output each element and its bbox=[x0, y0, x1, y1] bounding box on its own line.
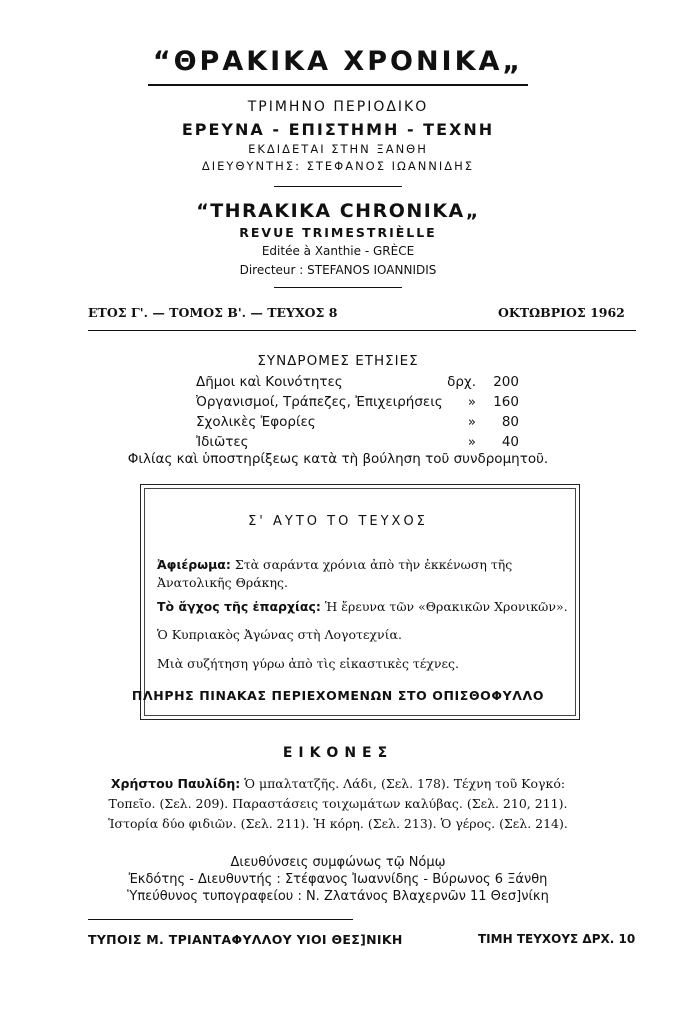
issue-volume-info: ΕΤΟΣ Γ'. — ΤΟΜΟΣ Β'. — ΤΕΥΧΟΣ 8 bbox=[88, 305, 338, 320]
subscription-label: Ἰδιῶτες bbox=[196, 434, 249, 450]
printer-name: ΤΥΠΟΙΣ Μ. ΤΡΙΑΝΤΑΦΥΛΛΟΥ ΥΙΟΙ ΘΕΣ]ΝΙΚΗ bbox=[88, 932, 403, 947]
subscription-amount: 40 bbox=[501, 434, 519, 450]
subtitle-director: ΔΙΕΥΘΥΝΤΗΣ: ΣΤΕΦΑΝΟΣ ΙΩΑΝΝΙΔΗΣ bbox=[201, 159, 475, 173]
subscription-label: Δῆμοι καὶ Κοινότητες bbox=[196, 374, 343, 390]
legal-addresses-heading: Διευθύνσεις συμφώνως τῷ Νόμῳ bbox=[230, 855, 446, 870]
contents-entry-text: Στὰ σαράντα χρόνια ἀπὸ τὴν ἐκκένωση τῆς Ἀνατολικῆς Θράκης. bbox=[157, 557, 513, 590]
subscription-currency: » bbox=[467, 414, 476, 430]
images-title: ΕΙΚΟΝΕΣ bbox=[282, 745, 394, 761]
journal-title-greek: “ΘΡΑΚΙΚΑ ΧΡΟΝΙΚΑ„ bbox=[152, 46, 524, 77]
subtitle-quarterly: ΤΡΙΜΗΝΟ ΠΕΡΙΟΔΙΚΟ bbox=[247, 99, 429, 115]
contents-entry-lead: Τὸ ἄγχος τῆς ἐπαρχίας: bbox=[157, 599, 321, 614]
subscriptions-note: Φιλίας καὶ ὑποστηρίξεως κατὰ τὴ βούληση τοῦ συνδρομητοῦ. bbox=[127, 451, 549, 467]
legal-publisher: Ἐκδότης - Διευθυντής : Στέφανος Ἰωαννίδης - Βύρωνος 6 Ξάνθη bbox=[128, 872, 548, 887]
contents-entry-text: Μιὰ συζήτηση γύρω ἀπὸ τὶς εἰκαστικὲς τέχνες. bbox=[157, 656, 459, 671]
subtitle-published-in-xanthi: ΕΚΔΙΔΕΤΑΙ ΣΤΗΝ ΞΑΝΘΗ bbox=[248, 142, 428, 156]
issue-date: ΟΚΤΩΒΡΙΟΣ 1962 bbox=[498, 305, 625, 320]
issue-price: ΤΙΜΗ ΤΕΥΧΟΥΣ ΔΡΧ. 10 bbox=[478, 932, 636, 946]
subscription-amount: 200 bbox=[493, 374, 519, 390]
contents-entry-lead: Ἀφιέρωμα: bbox=[157, 557, 231, 572]
journal-title-latin: “THRAKIKA CHRONIKA„ bbox=[196, 200, 480, 222]
title-underline bbox=[148, 84, 528, 86]
latin-subtitle-editee: Editée à Xanthie - GRÈCE bbox=[261, 244, 415, 258]
contents-entry-text: Ἡ ἔρευνα τῶν «Θρακικῶν Χρονικῶν». bbox=[320, 599, 568, 614]
subscription-label: Ὀργανισμοί, Τράπεζες, Ἐπιχειρήσεις bbox=[196, 394, 443, 410]
contents-title: Σ' ΑΥΤΟ ΤΟ ΤΕΥΧΟΣ bbox=[248, 514, 428, 529]
issue-rule bbox=[88, 330, 636, 331]
divider-rule bbox=[274, 186, 402, 187]
contents-entry bbox=[157, 655, 567, 673]
contents-entry bbox=[157, 598, 567, 616]
images-artist: Χρήστου Παυλίδη: bbox=[110, 776, 241, 791]
divider-rule bbox=[274, 287, 402, 288]
footer-rule bbox=[88, 919, 353, 920]
contents-entry bbox=[157, 626, 567, 644]
subtitle-research-science-art: ΕΡΕΥΝΑ - ΕΠΙΣΤΗΜΗ - ΤΕΧΝΗ bbox=[181, 120, 495, 139]
latin-subtitle-directeur: Directeur : STEFANOS IOANNIDIS bbox=[239, 263, 437, 277]
subscription-label: Σχολικὲς Ἐφορίες bbox=[196, 414, 316, 430]
contents-full-list-note: ΠΛΗΡΗΣ ΠΙΝΑΚΑΣ ΠΕΡΙΕΧΟΜΕΝΩΝ ΣΤΟ ΟΠΙΣΘΟΦΥΛΛΟ bbox=[131, 688, 545, 703]
subscription-currency: δρχ. bbox=[447, 374, 476, 390]
legal-printer-responsible: Ὑπεύθυνος τυπογραφείου : Ν. Ζλατάνος Βλαχερνῶν 11 Θεσ]νίκη bbox=[127, 889, 549, 904]
images-description: Ὁ μπαλτατζῆς. Λάδι, (Σελ. 178). Τέχνη τοῦ Κογκό: Τοπεῖο. (Σελ. 209). Παραστάσεις τοιχωμάτων καλύβας. (Σελ. 210, 211). Ἱστορία δύο φιδιῶν. (Σελ. 211). Ἡ κόρη. (Σελ. 213). Ὁ γέρος. (Σελ. 214). bbox=[108, 776, 568, 831]
latin-subtitle-revue: REVUE TRIMESTRIÈLLE bbox=[239, 225, 437, 240]
subscriptions-title: ΣΥΝΔΡΟΜΕΣ ΕΤΗΣΙΕΣ bbox=[257, 353, 419, 369]
contents-entry bbox=[157, 556, 567, 592]
contents-entry-text: Ὁ Κυπριακὸς Ἀγώνας στὴ Λογοτεχνία. bbox=[157, 627, 402, 642]
subscription-currency: » bbox=[467, 394, 476, 410]
subscription-currency: » bbox=[467, 434, 476, 450]
subscription-amount: 160 bbox=[493, 394, 519, 410]
images-list bbox=[100, 774, 576, 834]
subscription-amount: 80 bbox=[501, 414, 519, 430]
